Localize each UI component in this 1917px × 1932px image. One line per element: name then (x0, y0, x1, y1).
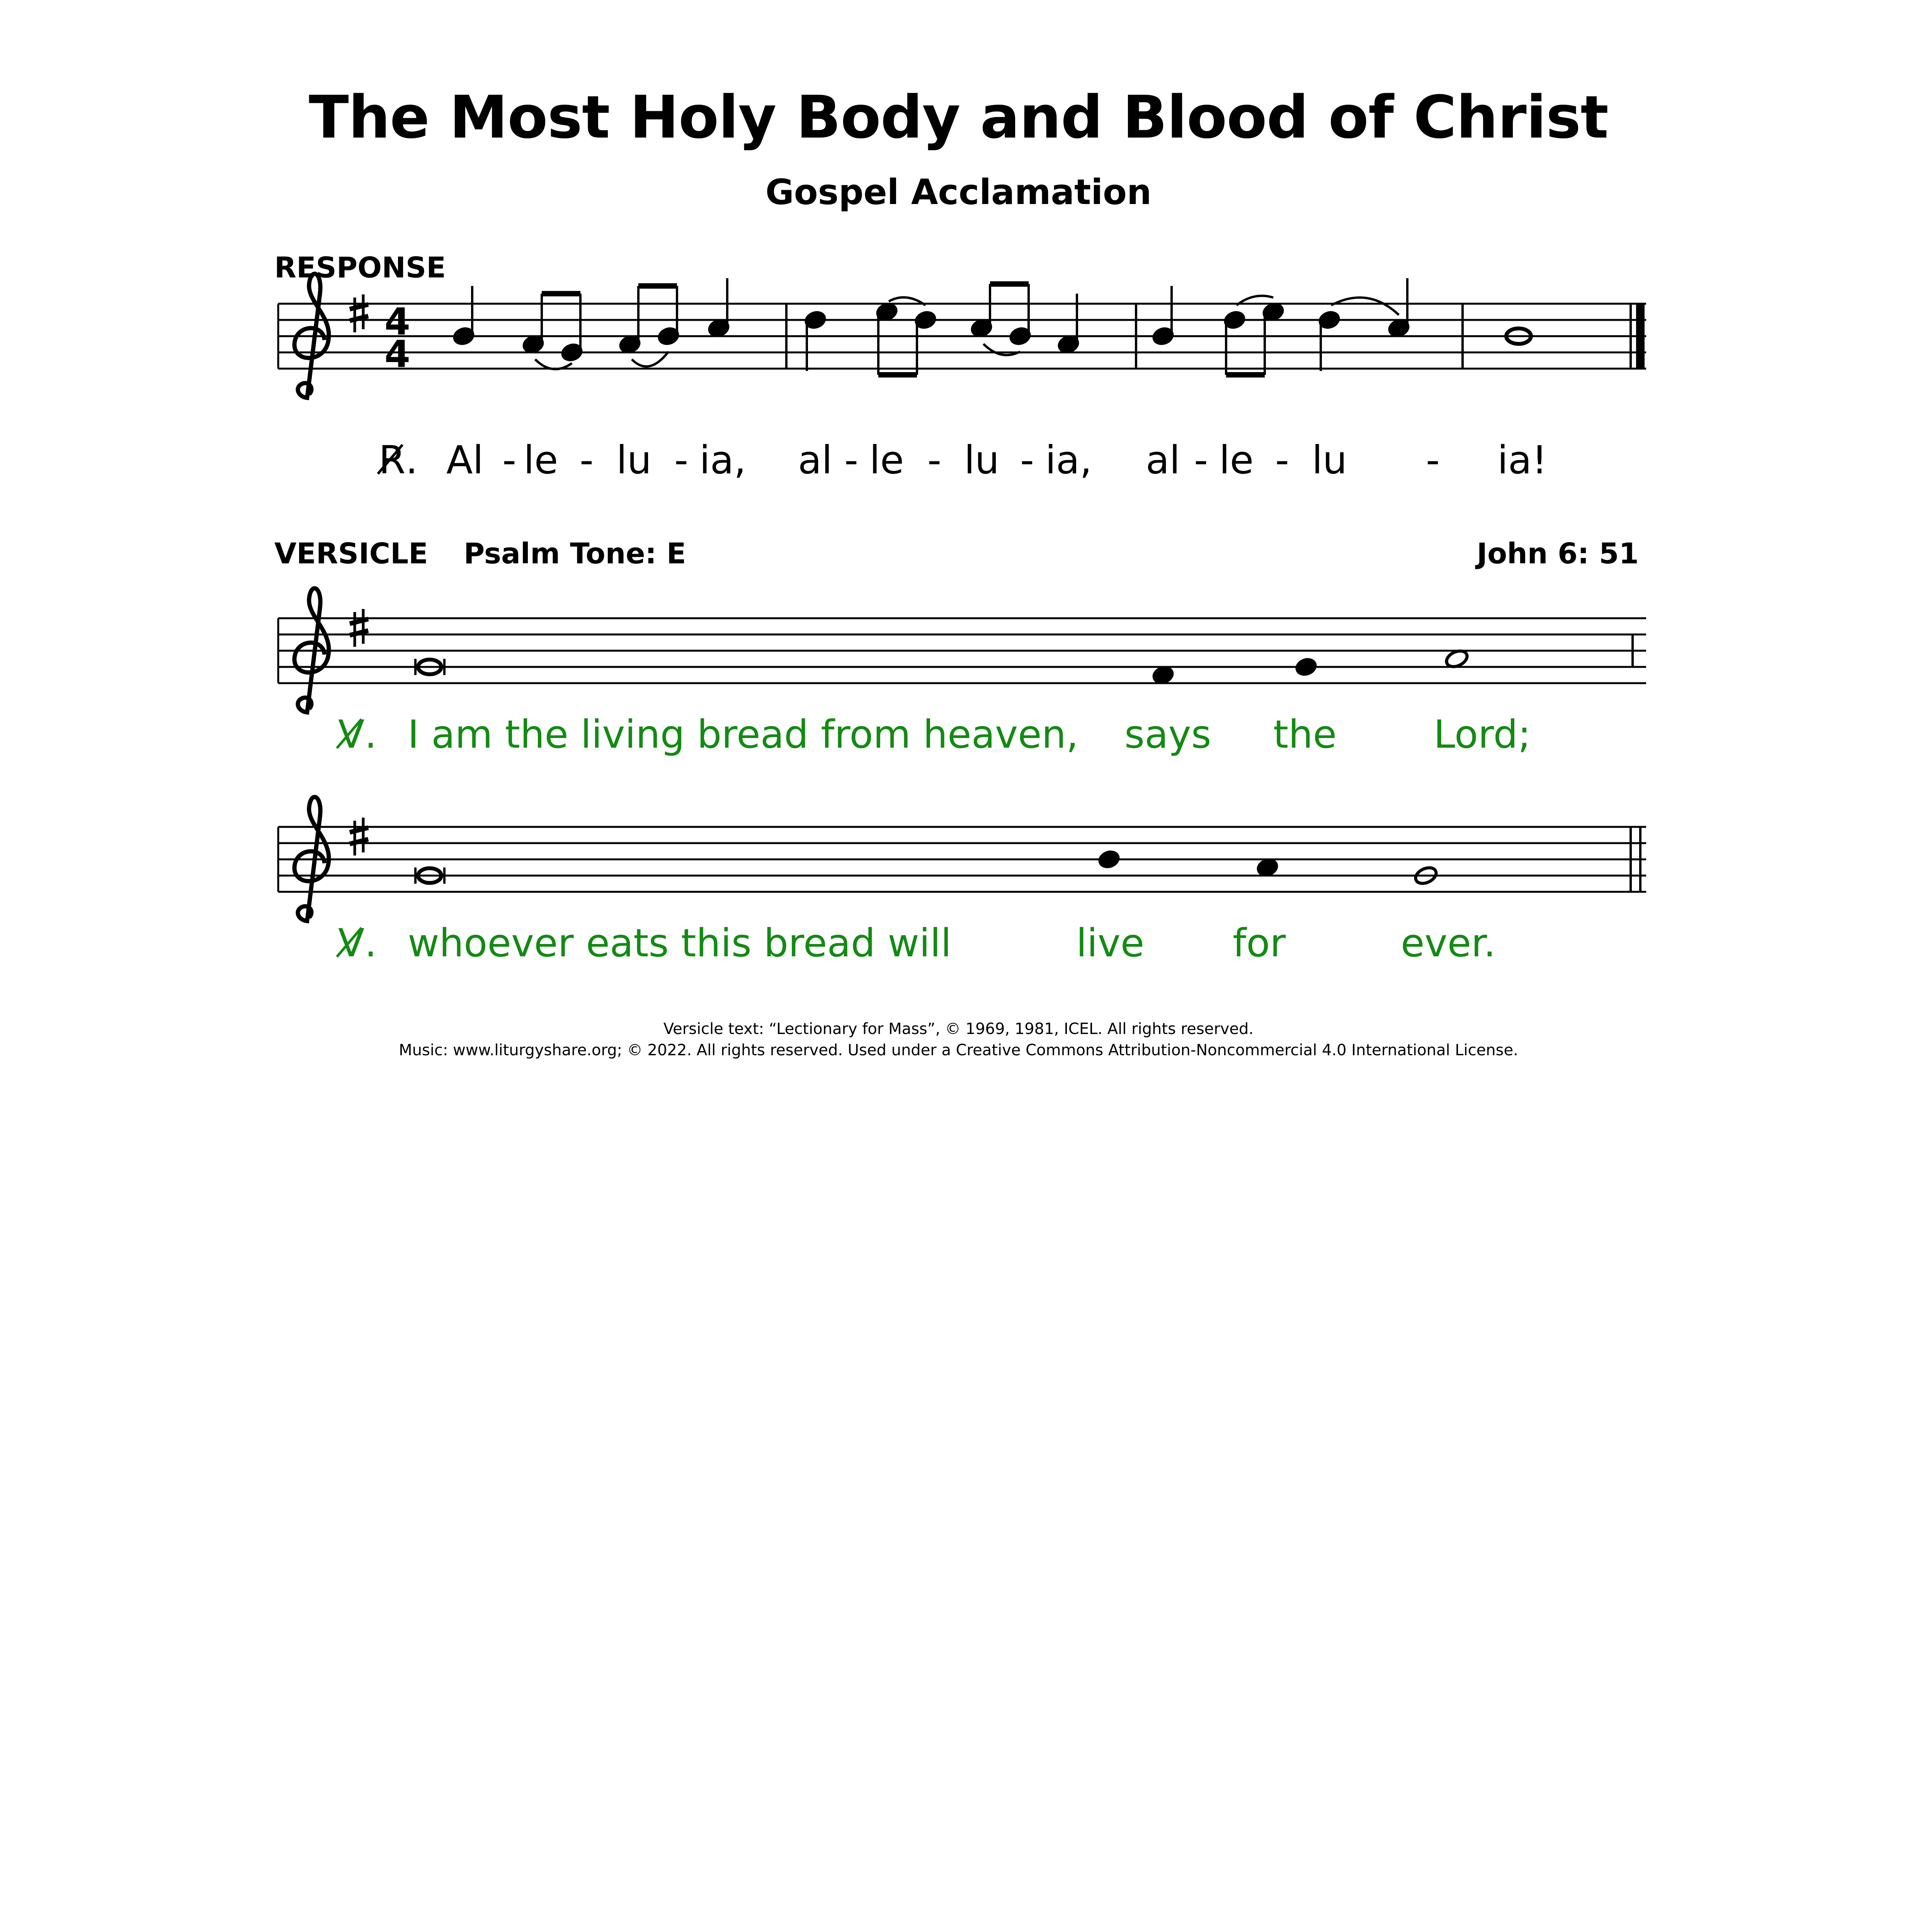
versicle-word: for (1233, 920, 1286, 966)
lyric-hyphen: - (927, 437, 942, 483)
response-label: RESPONSE (274, 251, 446, 284)
key-signature-sharp-icon (350, 609, 368, 647)
versicle-staff-2 (278, 827, 1646, 892)
versicle-lyrics-1 (335, 712, 1531, 757)
lyric-syllable: le (524, 437, 558, 483)
page-subtitle: Gospel Acclamation (765, 172, 1152, 213)
versicle-notes-1 (415, 634, 1633, 685)
time-signature (384, 300, 410, 376)
lyric-hyphen: - (580, 437, 594, 483)
svg-text:4: 4 (384, 300, 410, 344)
lyric-syllable: le (1219, 437, 1254, 483)
lyric-syllable: ia! (1497, 437, 1548, 483)
versicle-word: live (1076, 920, 1145, 966)
lyric-hyphen: - (674, 437, 689, 483)
svg-text:4: 4 (384, 333, 410, 376)
lyric-syllable: Al (446, 437, 484, 483)
lyric-syllable: al (1146, 437, 1180, 483)
lyric-hyphen: - (1426, 437, 1440, 483)
versicle-label: VERSICLE (274, 537, 428, 570)
versicle-word: says (1124, 712, 1211, 757)
lyric-hyphen: - (1275, 437, 1289, 483)
lyric-syllable: le (869, 437, 904, 483)
response-notes (452, 278, 1640, 375)
lyric-hyphen: - (502, 437, 517, 483)
credit-music: Music: www.liturgyshare.org; © 2022. All rights reserved. Used under a Creative Commons Attribution-Noncommercial 4.0 International License. (399, 1041, 1518, 1059)
scripture-reference: John 6: 51 (1476, 537, 1639, 570)
versicle-word: Lord; (1434, 712, 1531, 757)
credit-text: Versicle text: “Lectionary for Mass”, © 1969, 1981, ICEL. All rights reserved. (663, 1020, 1254, 1038)
lyric-syllable: lu (616, 437, 652, 483)
versicle-staff-1 (278, 618, 1646, 683)
key-signature-sharp-icon (350, 818, 368, 855)
lyric-hyphen: - (1020, 437, 1034, 483)
lyric-syllable: lu (1312, 437, 1347, 483)
key-signature-sharp-icon (350, 294, 368, 332)
page-title: The Most Holy Body and Blood of Christ (309, 83, 1608, 151)
lyric-hyphen: - (844, 437, 859, 483)
versicle-recitation: I am the living bread from heaven, (408, 712, 1078, 757)
versicle-lyrics-2 (335, 920, 1496, 966)
versicle-word: ever. (1401, 920, 1496, 966)
versicle-word: the (1273, 712, 1337, 757)
versicle-marker: V̸. (338, 712, 377, 757)
response-staff (278, 304, 1646, 369)
versicle-recitation: whoever eats this bread will (408, 920, 952, 966)
lyric-syllable: al (798, 437, 833, 483)
response-lyrics (376, 437, 1547, 483)
lyric-syllable: ia, (699, 437, 746, 483)
psalm-tone-label: Psalm Tone: E (464, 537, 686, 570)
lyric-hyphen: - (1194, 437, 1208, 483)
lyric-syllable: ia, (1045, 437, 1092, 483)
versicle-marker: V̸. (338, 920, 377, 966)
lyric-syllable: lu (964, 437, 1000, 483)
response-marker: R̸. (379, 437, 418, 483)
